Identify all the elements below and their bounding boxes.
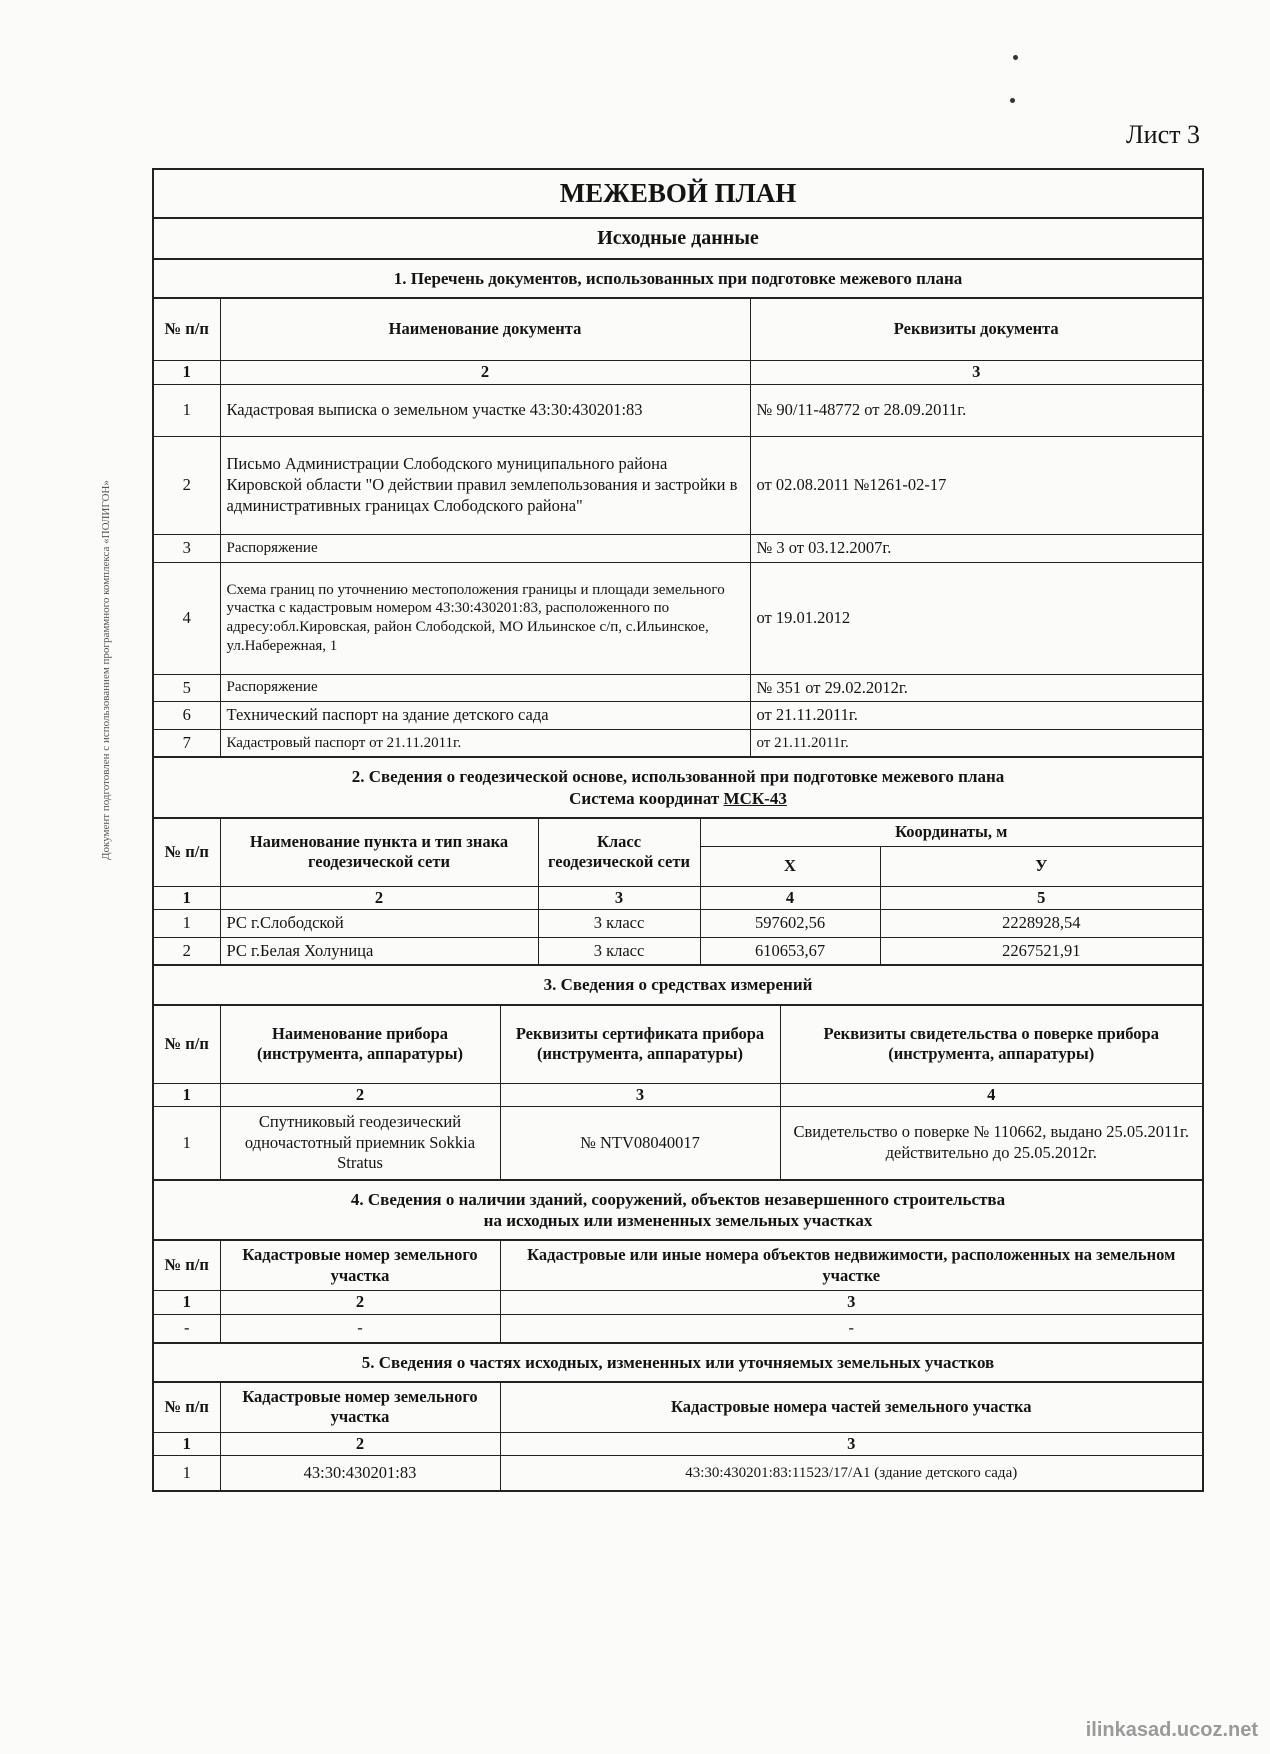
col-header-device: Наименование прибора (инструмента, аппаратуры) [220,1005,500,1083]
document-details: от 21.11.2011г. [750,729,1202,756]
point-name: РС г.Слободской [220,910,538,938]
col-header-no: № п/п [154,1241,220,1291]
col-header-x: X [700,846,880,886]
col-header-no: № п/п [154,299,220,361]
col-header-no: № п/п [154,818,220,886]
network-class: 3 класс [538,910,700,938]
col-number: 1 [154,1432,220,1456]
col-header-network-class: Класс геодезической сети [538,818,700,886]
row-no: 1 [154,384,220,436]
section-measuring-instruments [154,966,1202,1180]
col-header-no: № п/п [154,1382,220,1432]
network-class: 3 класс [538,937,700,964]
table-row [154,1456,1202,1490]
section-land-parts [154,1344,1202,1490]
col-number: 1 [154,886,220,910]
point-name: РС г.Белая Холуница [220,937,538,964]
coord-x: 597602,56 [700,910,880,938]
section-2-heading [154,758,1202,818]
col-header-no: № п/п [154,1005,220,1083]
table-row [154,910,1202,938]
row-no: 1 [154,910,220,938]
buildings-table [154,1240,1202,1341]
table-row [154,384,1202,436]
col-number: 1 [154,361,220,385]
device-name: Спутниковый геодезический одночастотный приемник Sokkia Stratus [220,1107,500,1179]
col-header-certificate: Реквизиты сертификата прибора (инструмента, аппаратуры) [500,1005,780,1083]
scan-speck [1010,98,1015,103]
row-no: 5 [154,674,220,702]
col-number: 2 [220,1432,500,1456]
col-number: 4 [780,1083,1202,1107]
coord-y: 2228928,54 [880,910,1202,938]
table-row [154,562,1202,674]
section-5-heading: 5. Сведения о частях исходных, измененных или уточняемых земельных участков [154,1344,1202,1382]
section-3-heading: 3. Сведения о средствах измерений [154,966,1202,1004]
table-row [154,702,1202,730]
watermark: ilinkasad.ucoz.net [1085,1719,1258,1741]
col-header-document-details: Реквизиты документа [750,299,1202,361]
table-row [154,674,1202,702]
col-number: 1 [154,1291,220,1315]
table-row [154,937,1202,964]
col-number: 2 [220,1083,500,1107]
section-2-title: 2. Сведения о геодезической основе, использованной при подготовке межевого плана [351,767,1005,787]
document-details: от 02.08.2011 №1261-02-17 [750,436,1202,534]
row-no: 2 [154,937,220,964]
document-title: МЕЖЕВОЙ ПЛАН [154,170,1202,219]
col-header-verification: Реквизиты свидетельства о поверке прибора (инструмента, аппаратуры) [780,1005,1202,1083]
row-no: 6 [154,702,220,730]
col-header-part-numbers: Кадастровые номера частей земельного участка [500,1382,1202,1432]
col-number: 2 [220,1291,500,1315]
col-number: 5 [880,886,1202,910]
col-number: 3 [500,1291,1202,1315]
document-name: Письмо Администрации Слободского муниципального района Кировской области "О действии правил землепользования и застройки в административных границах Слободского района" [220,436,750,534]
cadastral-number: - [220,1314,500,1341]
part-numbers: 43:30:430201:83:11523/17/А1 (здание детского сада) [500,1456,1202,1490]
document-subtitle: Исходные данные [154,219,1202,260]
table-row [154,729,1202,756]
section-documents [154,260,1202,758]
row-no: 4 [154,562,220,674]
document-details: № 3 от 03.12.2007г. [750,534,1202,562]
verification-details: Свидетельство о поверке № 110662, выдано 25.05.2011г. действительно до 25.05.2012г. [780,1107,1202,1179]
instruments-table [154,1005,1202,1179]
scan-speck [1013,55,1018,60]
document-details: от 21.11.2011г. [750,702,1202,730]
row-no: 2 [154,436,220,534]
section-1-heading: 1. Перечень документов, использованных при подготовке межевого плана [154,260,1202,298]
col-header-y: У [880,846,1202,886]
col-header-point-name: Наименование пункта и тип знака геодезической сети [220,818,538,886]
row-no: 3 [154,534,220,562]
col-number: 3 [538,886,700,910]
col-header-cadastral-number: Кадастровые номер земельного участка [220,1241,500,1291]
section-4-heading [154,1181,1202,1241]
coord-system-prefix: Система координат [569,788,724,808]
col-header-coordinates: Координаты, м [700,818,1202,846]
boundary-plan-form [152,168,1204,1492]
side-note: Документ подготовлен с использованием программного комплекса «ПОЛИГОН» [100,480,112,860]
col-number: 3 [750,361,1202,385]
col-number: 3 [500,1083,780,1107]
documents-table [154,298,1202,756]
table-row [154,436,1202,534]
coord-system-name: МСК-43 [723,788,787,808]
table-row [154,1107,1202,1179]
document-details: № 351 от 29.02.2012г. [750,674,1202,702]
coord-x: 610653,67 [700,937,880,964]
document-name: Технический паспорт на здание детского сада [220,702,750,730]
table-row [154,1314,1202,1341]
section-geodetic-base [154,758,1202,966]
row-no: 1 [154,1107,220,1179]
col-number: 1 [154,1083,220,1107]
col-number: 3 [500,1432,1202,1456]
document-name: Схема границ по уточнению местоположения границы и площади земельного участка с кадастровым номером 43:30:430201:83, расположенного по адресу:обл.Кировская, район Слободской, МО Ильинское с/п, с.Ильинское, ул.Набережная, 1 [220,562,750,674]
certificate-details: № NTV08040017 [500,1107,780,1179]
sheet-number: Лист 3 [1126,120,1200,149]
document-name: Кадастровая выписка о земельном участке 43:30:430201:83 [220,384,750,436]
col-header-document-name: Наименование документа [220,299,750,361]
document-details: от 19.01.2012 [750,562,1202,674]
section-4-title-line1: 4. Сведения о наличии зданий, сооружений, объектов незавершенного строительства [350,1189,1006,1209]
document-name: Кадастровый паспорт от 21.11.2011г. [220,729,750,756]
row-no: - [154,1314,220,1341]
section-buildings [154,1181,1202,1344]
geodetic-table [154,818,1202,965]
document-details: № 90/11-48772 от 28.09.2011г. [750,384,1202,436]
section-4-title-line2: на исходных или измененных земельных участках [483,1211,873,1230]
col-header-cadastral-number: Кадастровые номер земельного участка [220,1382,500,1432]
col-number: 2 [220,361,750,385]
row-no: 1 [154,1456,220,1490]
document-name: Распоряжение [220,674,750,702]
document-name: Распоряжение [220,534,750,562]
col-header-objects: Кадастровые или иные номера объектов недвижимости, расположенных на земельном участке [500,1241,1202,1291]
table-row [154,534,1202,562]
row-no: 7 [154,729,220,756]
land-parts-table [154,1382,1202,1490]
coord-y: 2267521,91 [880,937,1202,964]
cadastral-number: 43:30:430201:83 [220,1456,500,1490]
object-numbers: - [500,1314,1202,1341]
col-number: 2 [220,886,538,910]
col-number: 4 [700,886,880,910]
